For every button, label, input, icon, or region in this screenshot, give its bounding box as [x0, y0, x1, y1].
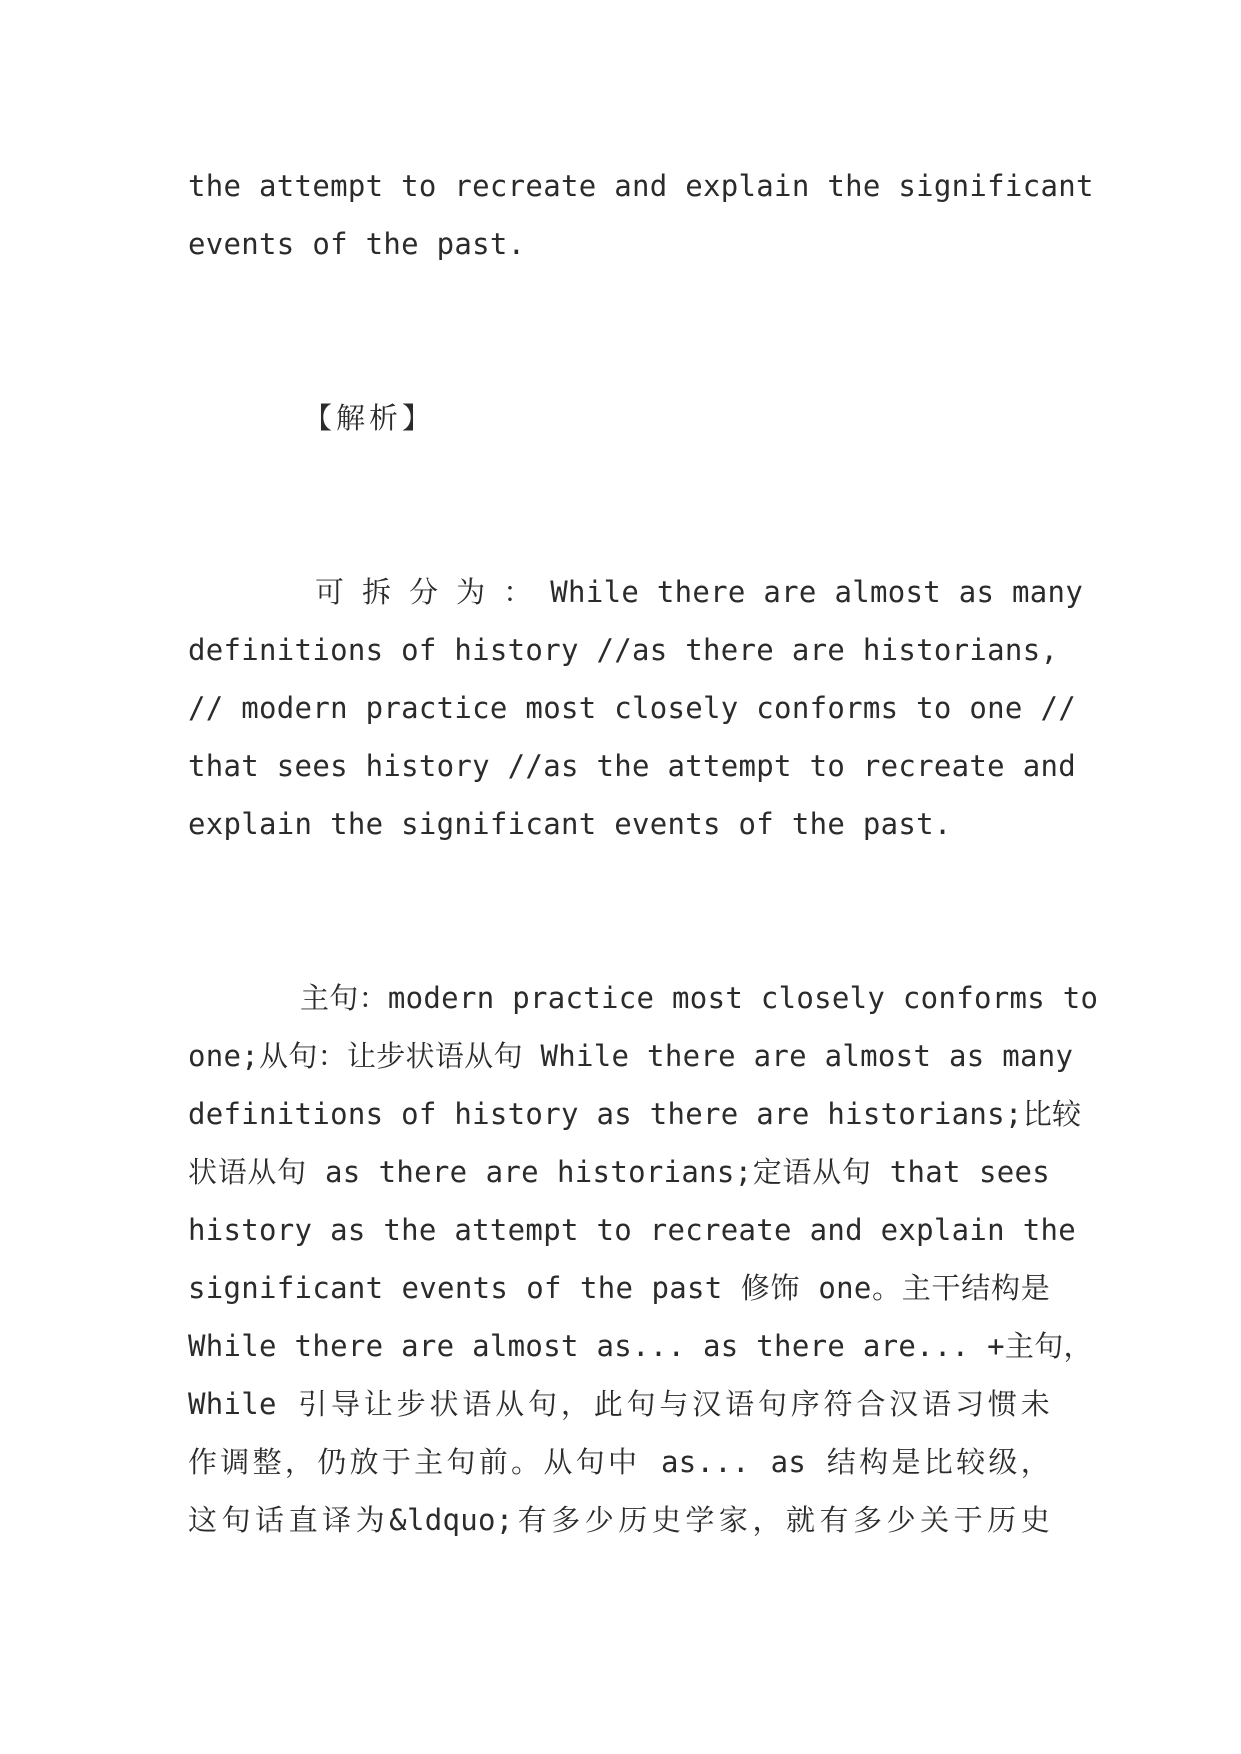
p2-line-2: definitions of history //as there are historians,: [188, 633, 1059, 667]
p3-line-8: While 引导让步状语从句，此句与汉语句序符合汉语习惯未: [188, 1387, 1050, 1421]
p3-line-7: While there are almost as... as there are... +主句，: [188, 1329, 1093, 1363]
p2-line-4: that sees history //as the attempt to recreate and: [188, 749, 1076, 783]
p3-line-3: definitions of history as there are historians;比较: [188, 1097, 1082, 1131]
p3-line-9: 作调整，仍放于主句前。从句中 as... as 结构是比较级，: [188, 1445, 1050, 1479]
p2-line-5: explain the significant events of the past.: [188, 807, 952, 841]
p2-line-3: // modern practice most closely conforms to one //: [188, 691, 1076, 725]
p3-line-1: 主句：modern practice most closely conforms to: [300, 981, 1099, 1015]
analysis-heading: 【解析】: [303, 401, 436, 435]
p1-line-2: events of the past.: [188, 227, 526, 261]
p3-line-2: one;从句：让步状语从句 While there are almost as many: [188, 1039, 1074, 1073]
p3-line-4: 状语从句 as there are historians;定语从句 that sees: [188, 1155, 1050, 1189]
p3-line-6: significant events of the past 修饰 one。主干结构是: [188, 1271, 1050, 1305]
p1-line-1: the attempt to recreate and explain the significant: [188, 169, 1094, 203]
p3-line-10: 这句话直译为&ldquo;有多少历史学家，就有多少关于历史: [188, 1503, 1050, 1537]
p2-line-1: 可 拆 分 为 ： While there are almost as many: [315, 575, 1084, 609]
p3-line-5: history as the attempt to recreate and explain the: [188, 1213, 1076, 1247]
